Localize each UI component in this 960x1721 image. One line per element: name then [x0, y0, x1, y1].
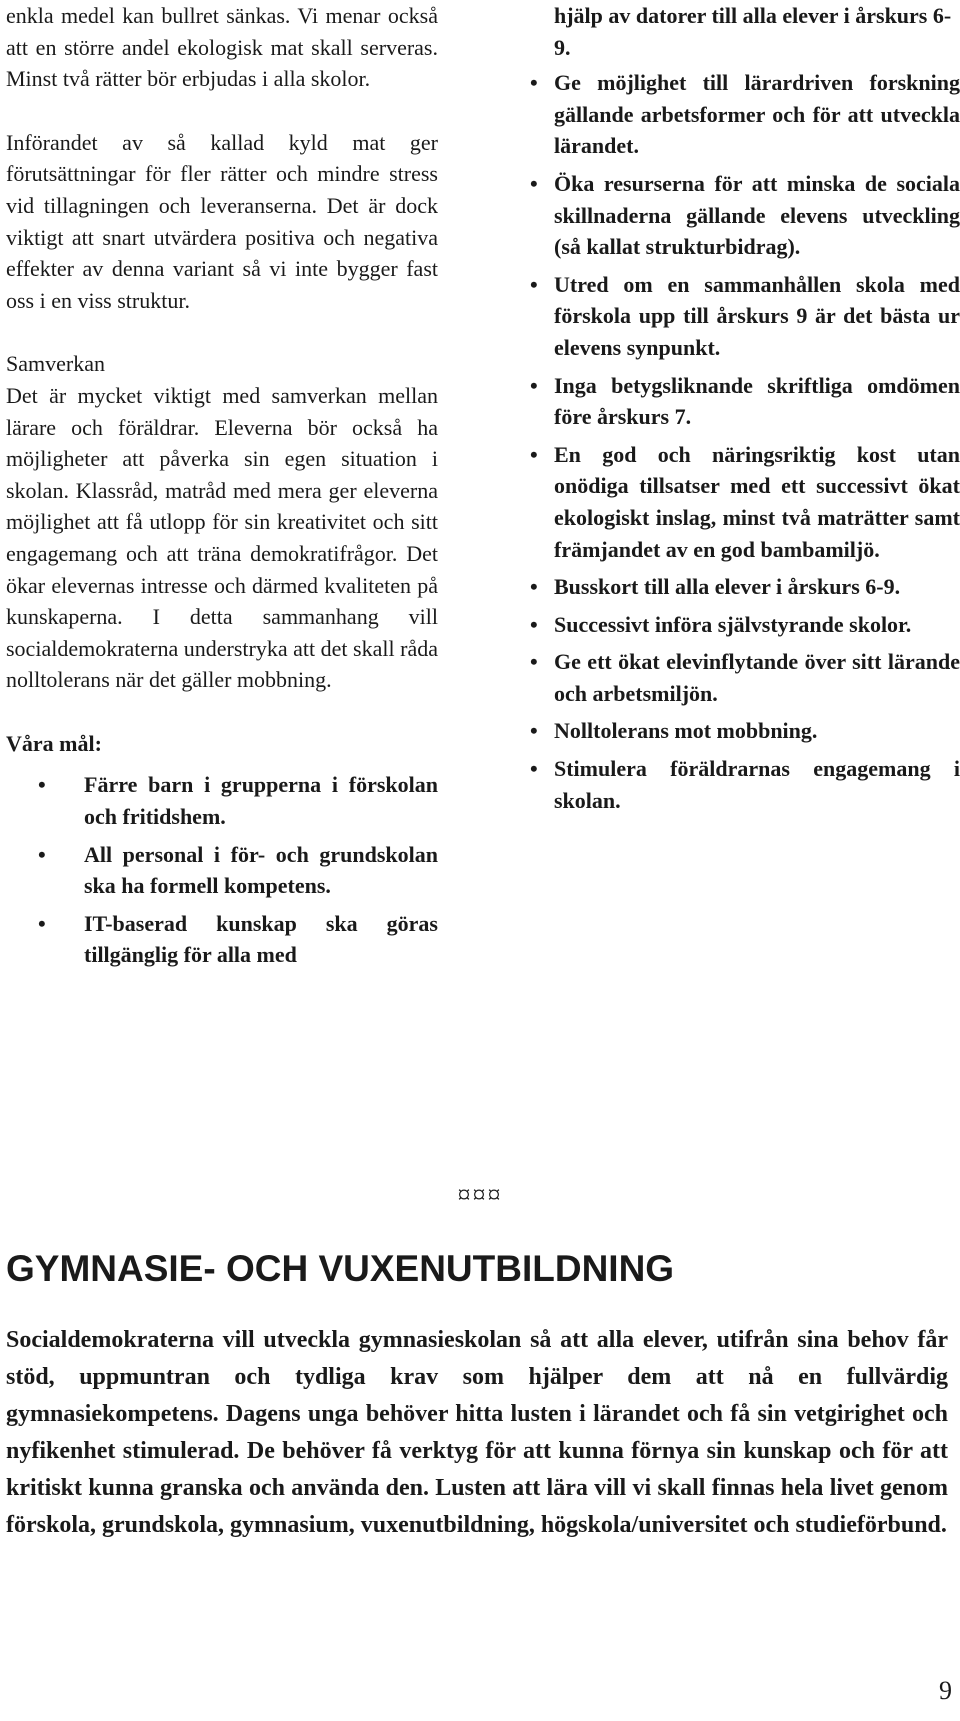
list-item: • Utred om en sammanhållen skola med förskola upp till årskurs 9 är det bästa ur elevens synpunkt.: [528, 269, 960, 364]
bullet-icon: •: [38, 910, 46, 936]
bullet-icon: •: [530, 441, 538, 467]
goal-continuation: hjälp av datorer till alla elever i årskurs 6-9.: [554, 3, 952, 60]
list-item: • Färre barn i grupperna i förskolan och fritidshem.: [6, 769, 438, 832]
list-item: • En god och näringsriktig kost utan onödiga tillsatser med ett successivt ökat ekologiskt inslag, minst två maträtter samt främjandet av en god bambamiljö.: [528, 439, 960, 565]
goals-list-left: [6, 769, 438, 971]
list-item: • Ge ett ökat elevinflytande över sitt lärande och arbetsmiljön.: [528, 646, 960, 709]
bullet-icon: •: [530, 574, 538, 600]
paragraph-samverkan: Det är mycket viktigt med samverkan mellan lärare och föräldrar. Eleverna bör också ha möjligheter att påverka sin egen situation i skolan. Klassråd, matråd med mera ger eleverna möjlighet att få utlopp för sin kreativitet och sitt engagemang och att träna demokratifrågor. Det ökar elevernas intresse och därmed kvaliteten på kunskaperna. I detta sammanhang vill socialdemokraterna understryka att det skall råda nolltolerans när det gäller mobbning.: [6, 382, 438, 693]
samverkan-heading: Samverkan: [6, 351, 105, 377]
bullet-icon: •: [38, 772, 46, 798]
bullet-icon: •: [530, 611, 538, 637]
section-intro: Socialdemokraterna vill utveckla gymnasieskolan så att alla elever, utifrån sina behov får stöd, uppmuntran och tydliga krav som hjälper dem att nå en fullvärdig gymnasiekompetens. Dagens unga behöver hitta lusten i lärandet och få sin vetgirighet och nyfikenhet stimulerad. De behöver få verktyg för att kunna förnya sin kunskap och för att kritiskt kunna granska och använda den. Lusten att lära vill vi skall finnas hela livet genom förskola, grundskola, gymnasium, vuxenutbildning, högskola/universitet och studieförbund.: [6, 1327, 948, 1538]
bullet-icon: •: [530, 70, 538, 96]
list-item: • Inga betygsliknande skriftliga omdömen före årskurs 7.: [528, 370, 960, 433]
bullet-icon: •: [530, 718, 538, 744]
section-title: GYMNASIE- OCH VUXENUTBILDNING: [6, 1248, 675, 1289]
list-item: • Busskort till alla elever i årskurs 6-9.: [528, 571, 960, 603]
goals-list-right: [528, 67, 960, 816]
bullet-icon: •: [530, 372, 538, 398]
bullet-icon: •: [530, 756, 538, 782]
bullet-icon: •: [530, 649, 538, 675]
list-item: • IT-baserad kunskap ska göras tillgänglig för alla med: [6, 908, 438, 971]
list-item: • Öka resurserna för att minska de sociala skillnaderna gällande elevens utveckling (så kallat strukturbidrag).: [528, 168, 960, 263]
goals-heading: Våra mål:: [6, 730, 102, 756]
list-item: • Stimulera föräldrarnas engagemang i skolan.: [528, 753, 960, 816]
list-item: • Ge möjlighet till lärardriven forskning gällande arbetsformer och för att utveckla lärandet.: [528, 67, 960, 162]
paragraph-cooled-food: Införandet av så kallad kyld mat ger förutsättningar för fler rätter och mindre stress vid tillagningen och leveranserna. Det är dock viktigt att snart utvärdera positiva och negativa effekter av denna variant så vi inte bygger fast oss i en viss struktur.: [6, 129, 438, 313]
list-item: • Successivt införa självstyrande skolor.: [528, 609, 960, 641]
bullet-icon: •: [530, 170, 538, 196]
section-separator: ¤¤¤: [457, 1180, 503, 1209]
list-item: • Nolltolerans mot mobbning.: [528, 715, 960, 747]
bullet-icon: •: [530, 271, 538, 297]
page-number: 9: [939, 1676, 952, 1705]
right-column: [528, 0, 960, 822]
list-item: • All personal i för- och grundskolan ska ha formell kompetens.: [6, 839, 438, 902]
bullet-icon: •: [38, 841, 46, 867]
left-column: [6, 0, 438, 977]
paragraph-food: enkla medel kan bullret sänkas. Vi menar också att en större andel ekologisk mat skall serveras. Minst två rätter bör erbjudas i alla skolor.: [6, 3, 438, 92]
